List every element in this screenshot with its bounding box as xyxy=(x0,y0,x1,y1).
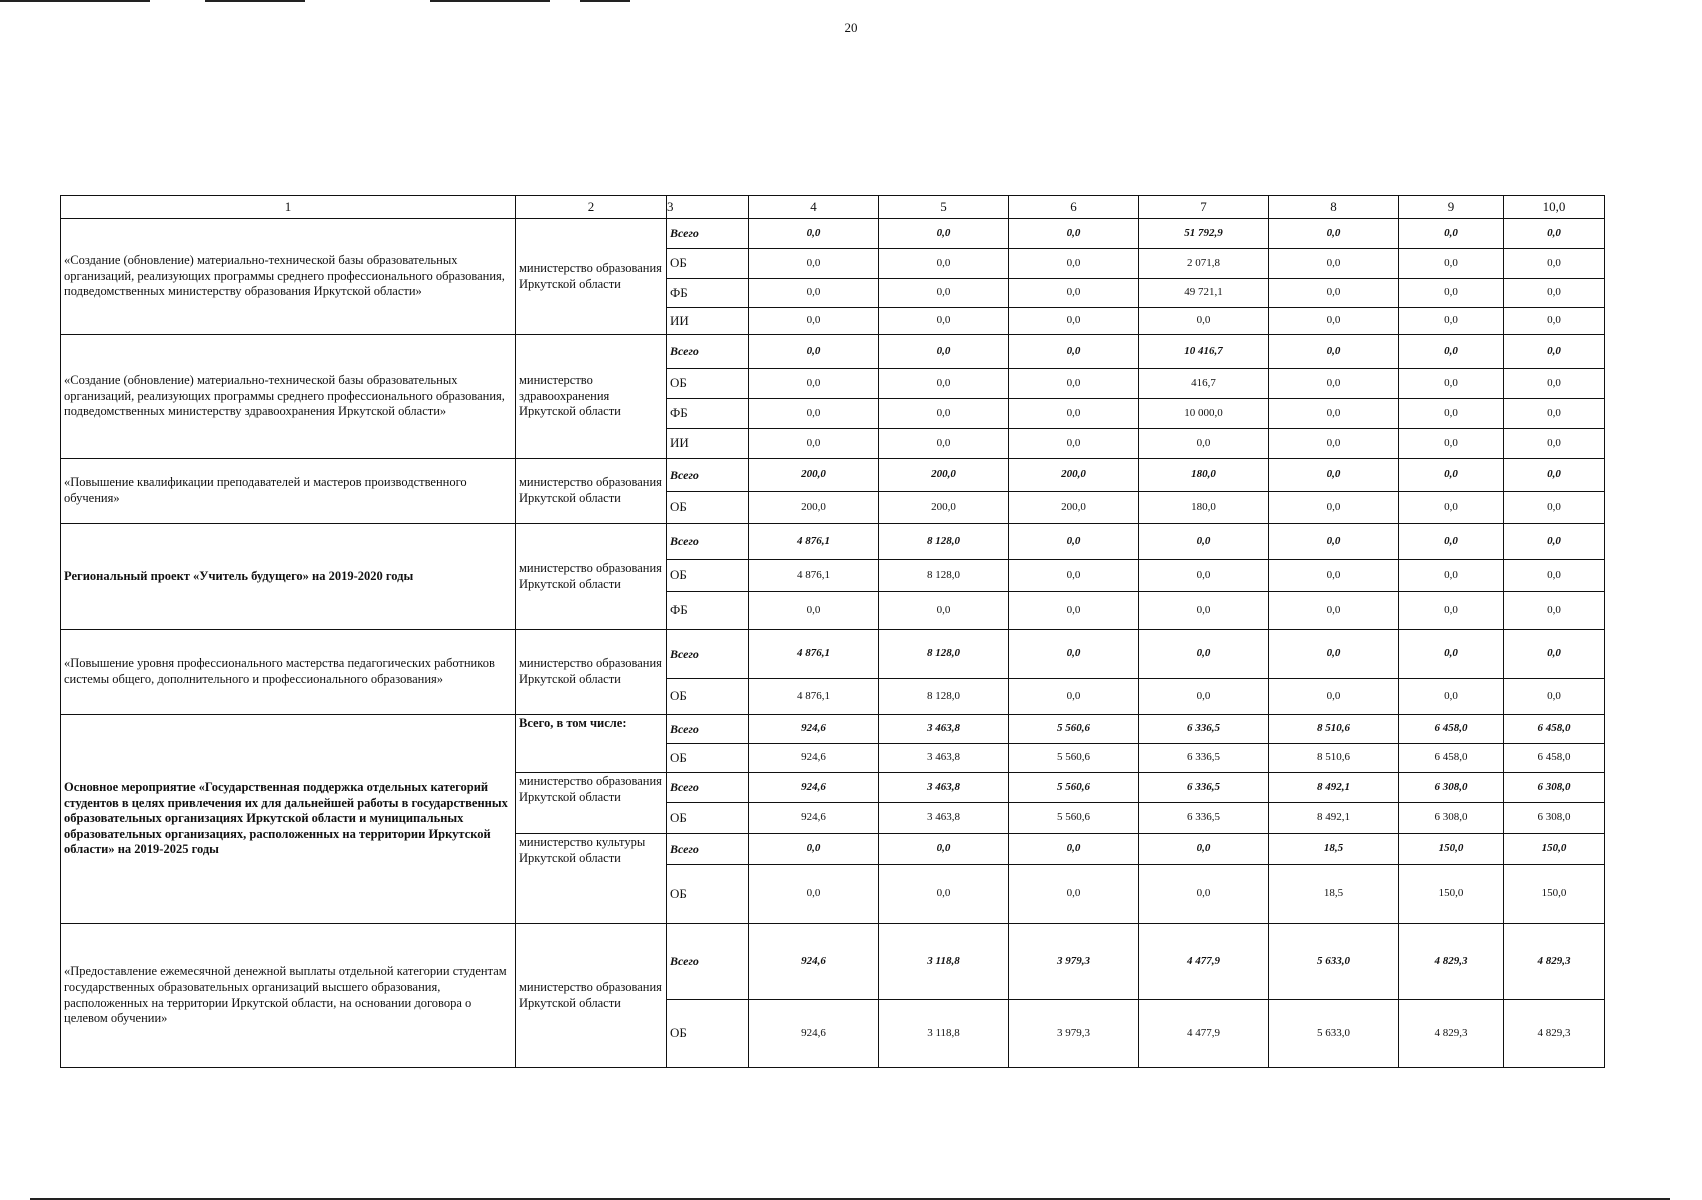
value-cell: 0,0 xyxy=(749,279,879,308)
column-header: 7 xyxy=(1139,196,1269,219)
value-cell: 0,0 xyxy=(1504,524,1605,560)
value-cell: 0,0 xyxy=(1009,249,1139,279)
value-cell: 0,0 xyxy=(879,369,1009,399)
value-cell: 150,0 xyxy=(1399,834,1504,865)
funding-source: ОБ xyxy=(667,560,749,592)
value-cell: 0,0 xyxy=(1399,308,1504,335)
value-cell: 6 458,0 xyxy=(1399,715,1504,744)
executor: Всего, в том числе: xyxy=(516,715,667,773)
value-cell: 4 876,1 xyxy=(749,560,879,592)
funding-source: Всего xyxy=(667,630,749,679)
column-header: 1 xyxy=(61,196,516,219)
value-cell: 2 071,8 xyxy=(1139,249,1269,279)
funding-source: Всего xyxy=(667,219,749,249)
value-cell: 0,0 xyxy=(879,399,1009,429)
value-cell: 18,5 xyxy=(1269,865,1399,924)
value-cell: 0,0 xyxy=(1504,219,1605,249)
value-cell: 0,0 xyxy=(1009,592,1139,630)
value-cell: 0,0 xyxy=(749,592,879,630)
value-cell: 0,0 xyxy=(1399,630,1504,679)
table-row xyxy=(61,219,1605,249)
value-cell: 0,0 xyxy=(1399,219,1504,249)
value-cell: 0,0 xyxy=(1504,630,1605,679)
value-cell: 200,0 xyxy=(1009,492,1139,524)
value-cell: 10 000,0 xyxy=(1139,399,1269,429)
column-header: 3 xyxy=(667,196,749,219)
value-cell: 4 876,1 xyxy=(749,679,879,715)
value-cell: 0,0 xyxy=(1399,459,1504,492)
value-cell: 180,0 xyxy=(1139,492,1269,524)
value-cell: 0,0 xyxy=(1009,219,1139,249)
activity-name: Основное мероприятие «Государственная поддержка отдельных категорий студентов в целях привлечения их для дальнейшей работы в государственных образовательных организациях Иркутской области и муниципальных образовательных организациях, расположенных на территории Иркутской области» на 2019-2025 годы xyxy=(61,715,516,924)
value-cell: 4 477,9 xyxy=(1139,924,1269,1000)
funding-source: Всего xyxy=(667,834,749,865)
value-cell: 5 633,0 xyxy=(1269,1000,1399,1068)
value-cell: 8 510,6 xyxy=(1269,715,1399,744)
activity-name: «Предоставление ежемесячной денежной выплаты отдельной категории студентам государственных образовательных организаций высшего образования, расположенных на территории Иркутской области, на основании договора о целевом обучении» xyxy=(61,924,516,1068)
executor: министерство образования Иркутской области xyxy=(516,630,667,715)
funding-source: ИИ xyxy=(667,429,749,459)
value-cell: 0,0 xyxy=(1269,308,1399,335)
value-cell: 0,0 xyxy=(1504,679,1605,715)
value-cell: 0,0 xyxy=(879,219,1009,249)
value-cell: 4 829,3 xyxy=(1399,924,1504,1000)
value-cell: 8 492,1 xyxy=(1269,773,1399,803)
value-cell: 0,0 xyxy=(879,592,1009,630)
value-cell: 0,0 xyxy=(1009,560,1139,592)
value-cell: 0,0 xyxy=(1139,679,1269,715)
value-cell: 0,0 xyxy=(1009,834,1139,865)
value-cell: 0,0 xyxy=(879,865,1009,924)
value-cell: 0,0 xyxy=(1009,369,1139,399)
value-cell: 0,0 xyxy=(1009,679,1139,715)
value-cell: 0,0 xyxy=(879,279,1009,308)
value-cell: 0,0 xyxy=(1139,630,1269,679)
value-cell: 200,0 xyxy=(879,492,1009,524)
value-cell: 416,7 xyxy=(1139,369,1269,399)
value-cell: 924,6 xyxy=(749,1000,879,1068)
funding-source: ИИ xyxy=(667,308,749,335)
value-cell: 0,0 xyxy=(1139,524,1269,560)
value-cell: 3 979,3 xyxy=(1009,924,1139,1000)
table-header-row xyxy=(61,196,1605,219)
value-cell: 924,6 xyxy=(749,773,879,803)
value-cell: 150,0 xyxy=(1504,834,1605,865)
funding-source: ОБ xyxy=(667,1000,749,1068)
value-cell: 0,0 xyxy=(879,249,1009,279)
executor: министерство здравоохранения Иркутской области xyxy=(516,335,667,459)
value-cell: 0,0 xyxy=(1399,524,1504,560)
activity-name: «Повышение квалификации преподавателей и мастеров производственного обучения» xyxy=(61,459,516,524)
column-header: 2 xyxy=(516,196,667,219)
funding-source: ОБ xyxy=(667,369,749,399)
value-cell: 3 463,8 xyxy=(879,803,1009,834)
value-cell: 5 560,6 xyxy=(1009,715,1139,744)
executor: министерство культуры Иркутской области xyxy=(516,834,667,924)
value-cell: 0,0 xyxy=(1269,369,1399,399)
value-cell: 6 336,5 xyxy=(1139,715,1269,744)
executor: министерство образования Иркутской области xyxy=(516,524,667,630)
funding-source: Всего xyxy=(667,524,749,560)
value-cell: 0,0 xyxy=(1504,560,1605,592)
column-header: 4 xyxy=(749,196,879,219)
value-cell: 0,0 xyxy=(1504,399,1605,429)
value-cell: 150,0 xyxy=(1399,865,1504,924)
value-cell: 0,0 xyxy=(1009,429,1139,459)
value-cell: 0,0 xyxy=(1504,279,1605,308)
executor: министерство образования Иркутской области xyxy=(516,773,667,834)
column-header: 8 xyxy=(1269,196,1399,219)
value-cell: 0,0 xyxy=(879,335,1009,369)
value-cell: 0,0 xyxy=(1269,679,1399,715)
value-cell: 0,0 xyxy=(1009,524,1139,560)
value-cell: 0,0 xyxy=(749,369,879,399)
activity-name: «Создание (обновление) материально-технической базы образовательных организаций, реализующих программы среднего профессионального образования, подведомственных министерству здравоохранения Иркутской области» xyxy=(61,335,516,459)
value-cell: 0,0 xyxy=(749,249,879,279)
value-cell: 0,0 xyxy=(1269,592,1399,630)
funding-source: Всего xyxy=(667,335,749,369)
value-cell: 4 829,3 xyxy=(1399,1000,1504,1068)
funding-source: Всего xyxy=(667,924,749,1000)
column-header: 10,0 xyxy=(1504,196,1605,219)
funding-source: ФБ xyxy=(667,279,749,308)
value-cell: 0,0 xyxy=(1504,249,1605,279)
value-cell: 0,0 xyxy=(749,865,879,924)
activity-name: «Создание (обновление) материально-технической базы образовательных организаций, реализующих программы среднего профессионального образования, подведомственных министерству образования Иркутской области» xyxy=(61,219,516,335)
value-cell: 6 308,0 xyxy=(1399,773,1504,803)
value-cell: 0,0 xyxy=(1269,219,1399,249)
value-cell: 3 463,8 xyxy=(879,773,1009,803)
value-cell: 0,0 xyxy=(749,335,879,369)
value-cell: 3 463,8 xyxy=(879,715,1009,744)
value-cell: 4 829,3 xyxy=(1504,924,1605,1000)
value-cell: 10 416,7 xyxy=(1139,335,1269,369)
value-cell: 0,0 xyxy=(1399,429,1504,459)
value-cell: 8 492,1 xyxy=(1269,803,1399,834)
funding-source: ОБ xyxy=(667,803,749,834)
column-header: 9 xyxy=(1399,196,1504,219)
value-cell: 150,0 xyxy=(1504,865,1605,924)
funding-source: ФБ xyxy=(667,399,749,429)
budget-table xyxy=(60,195,1605,1068)
value-cell: 6 336,5 xyxy=(1139,803,1269,834)
value-cell: 200,0 xyxy=(879,459,1009,492)
value-cell: 200,0 xyxy=(749,492,879,524)
funding-source: ОБ xyxy=(667,492,749,524)
value-cell: 0,0 xyxy=(879,429,1009,459)
value-cell: 0,0 xyxy=(1504,492,1605,524)
funding-source: ФБ xyxy=(667,592,749,630)
value-cell: 0,0 xyxy=(1269,335,1399,369)
value-cell: 8 128,0 xyxy=(879,679,1009,715)
table-row xyxy=(61,335,1605,369)
value-cell: 5 560,6 xyxy=(1009,744,1139,773)
value-cell: 0,0 xyxy=(1139,592,1269,630)
value-cell: 0,0 xyxy=(1399,369,1504,399)
value-cell: 0,0 xyxy=(1399,560,1504,592)
value-cell: 0,0 xyxy=(879,308,1009,335)
activity-name: «Повышение уровня профессионального мастерства педагогических работников системы общего, дополнительного и профессионального образования» xyxy=(61,630,516,715)
scan-edge-top-line xyxy=(580,0,630,2)
value-cell: 0,0 xyxy=(1399,279,1504,308)
value-cell: 0,0 xyxy=(1009,399,1139,429)
value-cell: 200,0 xyxy=(1009,459,1139,492)
column-header: 5 xyxy=(879,196,1009,219)
value-cell: 0,0 xyxy=(1269,459,1399,492)
value-cell: 0,0 xyxy=(1139,865,1269,924)
value-cell: 8 128,0 xyxy=(879,524,1009,560)
value-cell: 0,0 xyxy=(1399,335,1504,369)
value-cell: 6 458,0 xyxy=(1399,744,1504,773)
value-cell: 0,0 xyxy=(1269,249,1399,279)
funding-source: ОБ xyxy=(667,679,749,715)
value-cell: 49 721,1 xyxy=(1139,279,1269,308)
funding-source: Всего xyxy=(667,715,749,744)
value-cell: 0,0 xyxy=(749,399,879,429)
value-cell: 3 118,8 xyxy=(879,924,1009,1000)
value-cell: 51 792,9 xyxy=(1139,219,1269,249)
value-cell: 0,0 xyxy=(1399,249,1504,279)
value-cell: 0,0 xyxy=(749,834,879,865)
value-cell: 6 336,5 xyxy=(1139,744,1269,773)
value-cell: 0,0 xyxy=(1269,560,1399,592)
value-cell: 6 308,0 xyxy=(1504,803,1605,834)
activity-name: Региональный проект «Учитель будущего» на 2019-2020 годы xyxy=(61,524,516,630)
value-cell: 0,0 xyxy=(1504,592,1605,630)
value-cell: 0,0 xyxy=(1504,459,1605,492)
value-cell: 924,6 xyxy=(749,744,879,773)
value-cell: 3 463,8 xyxy=(879,744,1009,773)
value-cell: 924,6 xyxy=(749,715,879,744)
value-cell: 200,0 xyxy=(749,459,879,492)
value-cell: 3 979,3 xyxy=(1009,1000,1139,1068)
value-cell: 4 477,9 xyxy=(1139,1000,1269,1068)
value-cell: 0,0 xyxy=(1399,492,1504,524)
funding-source: ОБ xyxy=(667,865,749,924)
value-cell: 924,6 xyxy=(749,924,879,1000)
value-cell: 5 560,6 xyxy=(1009,803,1139,834)
value-cell: 0,0 xyxy=(1399,679,1504,715)
value-cell: 0,0 xyxy=(1399,399,1504,429)
scan-edge-top-line xyxy=(430,0,550,2)
value-cell: 0,0 xyxy=(1139,560,1269,592)
value-cell: 0,0 xyxy=(1009,308,1139,335)
column-header: 6 xyxy=(1009,196,1139,219)
value-cell: 0,0 xyxy=(1009,630,1139,679)
page-number: 20 xyxy=(844,20,858,35)
value-cell: 0,0 xyxy=(1269,630,1399,679)
table-row xyxy=(61,459,1605,492)
table-row xyxy=(61,630,1605,679)
value-cell: 0,0 xyxy=(1009,865,1139,924)
executor: министерство образования Иркутской области xyxy=(516,924,667,1068)
value-cell: 0,0 xyxy=(1269,279,1399,308)
value-cell: 0,0 xyxy=(1269,492,1399,524)
table-row xyxy=(61,924,1605,1000)
table-row xyxy=(61,715,1605,744)
value-cell: 4 876,1 xyxy=(749,630,879,679)
value-cell: 5 560,6 xyxy=(1009,773,1139,803)
value-cell: 0,0 xyxy=(749,429,879,459)
value-cell: 6 458,0 xyxy=(1504,715,1605,744)
value-cell: 0,0 xyxy=(1269,524,1399,560)
value-cell: 0,0 xyxy=(749,308,879,335)
value-cell: 0,0 xyxy=(1504,429,1605,459)
scan-edge-top-line xyxy=(0,0,150,2)
value-cell: 6 458,0 xyxy=(1504,744,1605,773)
value-cell: 0,0 xyxy=(879,834,1009,865)
value-cell: 0,0 xyxy=(1139,308,1269,335)
value-cell: 0,0 xyxy=(1504,308,1605,335)
funding-source: Всего xyxy=(667,459,749,492)
value-cell: 4 876,1 xyxy=(749,524,879,560)
executor: министерство образования Иркутской области xyxy=(516,219,667,335)
scan-edge-top-line xyxy=(205,0,305,2)
value-cell: 3 118,8 xyxy=(879,1000,1009,1068)
table-row xyxy=(61,524,1605,560)
value-cell: 5 633,0 xyxy=(1269,924,1399,1000)
funding-source: Всего xyxy=(667,773,749,803)
value-cell: 924,6 xyxy=(749,803,879,834)
value-cell: 0,0 xyxy=(1399,592,1504,630)
value-cell: 8 128,0 xyxy=(879,560,1009,592)
value-cell: 6 308,0 xyxy=(1504,773,1605,803)
value-cell: 4 829,3 xyxy=(1504,1000,1605,1068)
funding-source: ОБ xyxy=(667,744,749,773)
value-cell: 0,0 xyxy=(1269,399,1399,429)
value-cell: 18,5 xyxy=(1269,834,1399,865)
value-cell: 0,0 xyxy=(1139,429,1269,459)
executor: министерство образования Иркутской области xyxy=(516,459,667,524)
value-cell: 0,0 xyxy=(1504,369,1605,399)
value-cell: 6 308,0 xyxy=(1399,803,1504,834)
value-cell: 0,0 xyxy=(1269,429,1399,459)
value-cell: 0,0 xyxy=(1139,834,1269,865)
value-cell: 8 510,6 xyxy=(1269,744,1399,773)
table-body xyxy=(61,219,1605,1068)
value-cell: 0,0 xyxy=(1009,335,1139,369)
value-cell: 0,0 xyxy=(749,219,879,249)
funding-source: ОБ xyxy=(667,249,749,279)
value-cell: 6 336,5 xyxy=(1139,773,1269,803)
value-cell: 0,0 xyxy=(1504,335,1605,369)
value-cell: 0,0 xyxy=(1009,279,1139,308)
value-cell: 180,0 xyxy=(1139,459,1269,492)
value-cell: 8 128,0 xyxy=(879,630,1009,679)
